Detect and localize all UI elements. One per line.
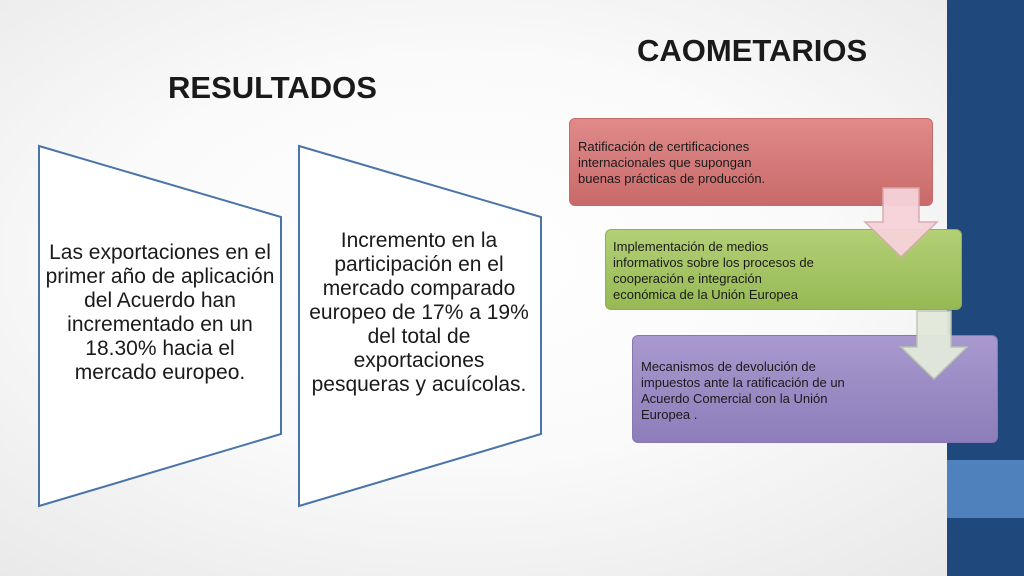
process-step-1-text: Ratificación de certificaciones internacionales que supongan buenas prácticas de producción.	[578, 139, 766, 186]
process-step-2-text: Implementación de medios informativos sobre los procesos de cooperación e integración económica de la Unión Europea	[613, 239, 814, 302]
process-step-1	[569, 118, 933, 206]
process-step-3-text: Mecanismos de devolución de impuestos ante la ratificación de un Acuerdo Comercial con la Unión Europea .	[641, 359, 845, 422]
process-step-3	[632, 335, 998, 443]
panel-2-text: Incremento en la participación en el mercado comparado europeo de 17% a 19% del total de exportaciones pesqueras y acuícolas.	[309, 229, 529, 396]
heading-comentarios: CAOMETARIOS	[637, 33, 868, 68]
heading-resultados: RESULTADOS	[168, 70, 377, 105]
process-step-2	[605, 229, 962, 310]
panel-1-text: Las exportaciones en el primer año de aplicación del Acuerdo han incrementado en un 18.30% hacia el mercado europeo.	[45, 241, 275, 384]
